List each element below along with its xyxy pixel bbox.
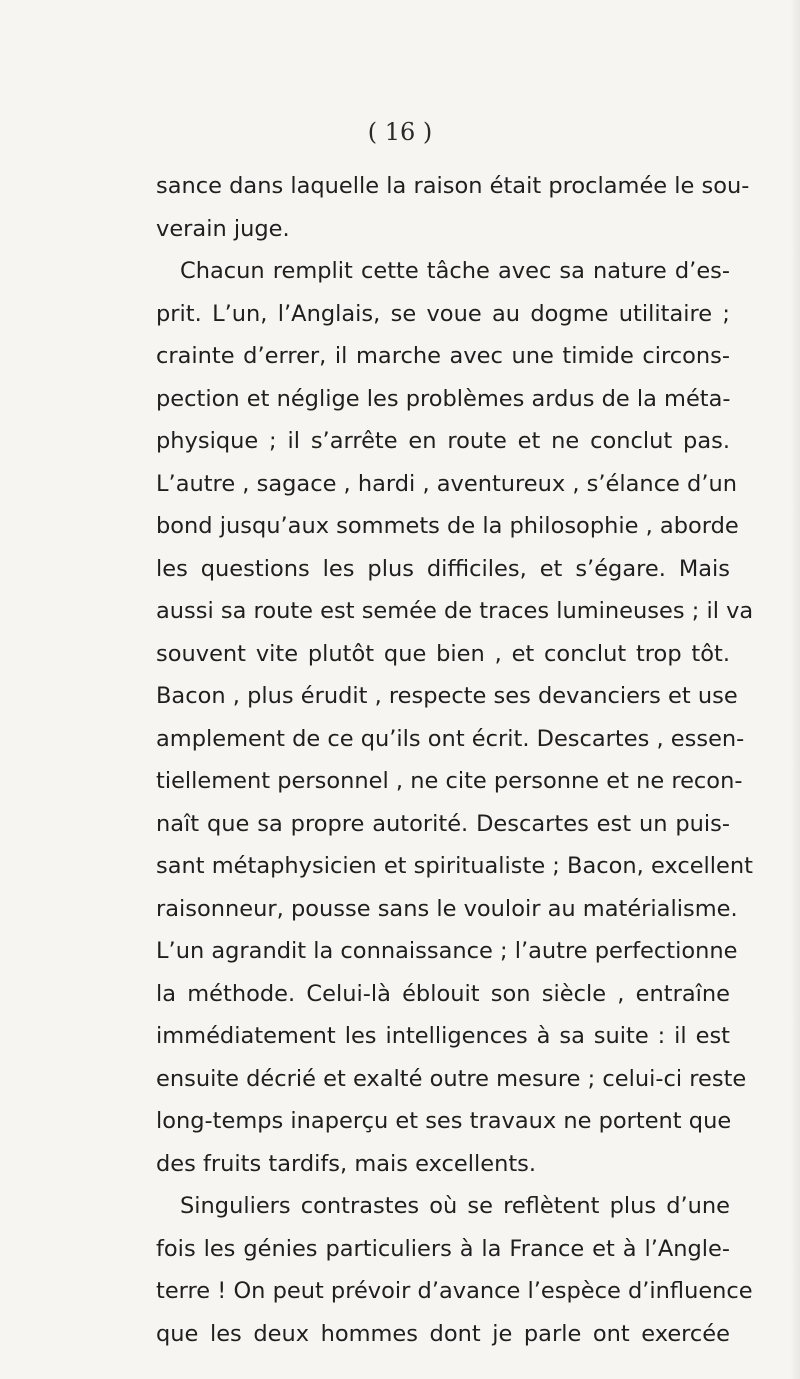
text-line: raisonneur, pousse sans le vouloir au matérialisme. xyxy=(156,895,738,922)
text-line: ensuite décrié et exalté outre mesure ; celui-ci reste xyxy=(156,1065,747,1092)
text-line: naît que sa propre autorité. Descartes est un puis- xyxy=(156,810,730,837)
page-edge-shadow xyxy=(790,0,800,1379)
page-number: ( 16 ) xyxy=(367,118,433,146)
text-line: tiellement personnel , ne cite personne et ne recon- xyxy=(156,768,743,794)
text-line: prit. L’un, l’Anglais, se voue au dogme utilitaire ; xyxy=(156,300,730,327)
text-line: bond jusqu’aux sommets de la philosophie , aborde xyxy=(156,513,739,539)
text-line: les questions les plus difficiles, et s’égare. Mais xyxy=(156,555,730,582)
text-line: que les deux hommes dont je parle ont exercée xyxy=(156,1320,730,1347)
text-line: fois les génies particuliers à la France et à l’Angle- xyxy=(156,1235,730,1262)
text-line: sant métaphysicien et spiritualiste ; Bacon, excellent xyxy=(156,853,753,879)
text-line: la méthode. Celui-là éblouit son siècle , entraîne xyxy=(156,980,730,1007)
text-line: immédiatement les intelligences à sa suite : il est xyxy=(156,1023,730,1049)
text-line: physique ; il s’arrête en route et ne conclut pas. xyxy=(156,428,730,454)
text-line: pection et néglige les problèmes ardus de la méta- xyxy=(156,385,731,412)
text-line: L’autre , sagace , hardi , aventureux , s’élance d’un xyxy=(156,470,738,497)
text-line: long-temps inaperçu et ses travaux ne portent que xyxy=(156,1108,732,1134)
text-line: sance dans laquelle la raison était proclamée le sou- xyxy=(156,173,750,199)
text-line: L’un agrandit la connaissance ; l’autre perfectionne xyxy=(156,938,738,964)
text-line: verain juge. xyxy=(156,215,290,242)
text-line: aussi sa route est semée de traces lumineuses ; il va xyxy=(156,598,754,624)
text-line: crainte d’errer, il marche avec une timide circons- xyxy=(156,343,730,369)
text-line: terre ! On peut prévoir d’avance l’espèce d’influence xyxy=(156,1278,753,1304)
text-line: Singuliers contrastes où se reflètent plus d’une xyxy=(180,1193,730,1219)
text-line: amplement de ce qu’ils ont écrit. Descartes , essen- xyxy=(156,725,745,752)
body-text xyxy=(156,165,754,1355)
text-line: Bacon , plus érudit , respecte ses devanciers et use xyxy=(156,683,738,709)
text-line: Chacun remplit cette tâche avec sa nature d’es- xyxy=(180,258,730,284)
text-line: souvent vite plutôt que bien , et conclut trop tôt. xyxy=(156,640,730,667)
text-line: des fruits tardifs, mais excellents. xyxy=(156,1150,537,1177)
